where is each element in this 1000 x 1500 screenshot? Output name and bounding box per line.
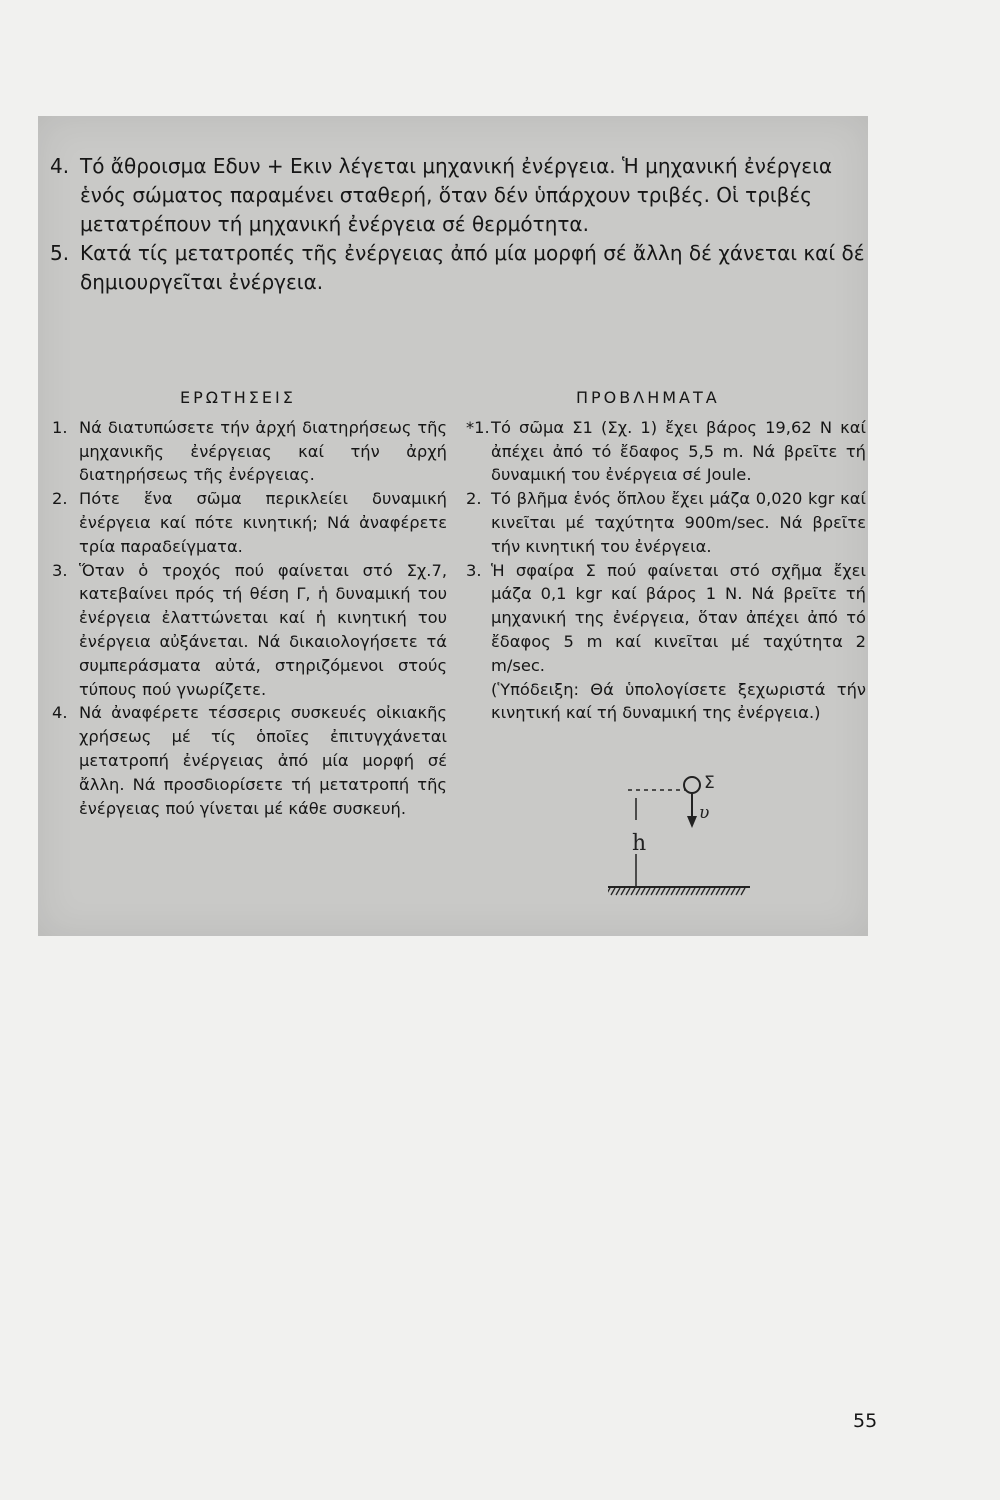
hatch-mark [731, 888, 735, 895]
item-number: 4. [52, 703, 68, 723]
hatch-mark [641, 888, 645, 895]
question-item [52, 416, 447, 487]
problem-item [466, 487, 866, 558]
hatch-mark [636, 888, 640, 895]
item-number: 3. [52, 560, 68, 580]
item-text: Τό βλῆμα ἑνός ὅπλου ἔχει μάζα 0,020 kgr καί κινεῖται μέ ταχύτητα 900m/sec. Νά βρεῖτε τήν κινητική του ἐνέργεια. [491, 489, 866, 556]
hatch-mark [711, 888, 715, 895]
question-item [52, 559, 447, 702]
problem-item [466, 416, 866, 487]
sphere [684, 777, 700, 793]
hatch-mark [608, 888, 610, 895]
item-number: 4. [50, 154, 70, 178]
item-text: Πότε ἕνα σῶμα περικλείει δυναμική ἐνέργεια καί πότε κινητική; Νά ἀναφέρετε τρία παραδείγματα. [79, 489, 447, 556]
hatch-mark [676, 888, 680, 895]
hatch-mark [616, 888, 620, 895]
question-item [52, 701, 447, 820]
sphere-label: Σ [704, 773, 715, 793]
questions-heading: ΕΡΩΤΗΣΕΙΣ [180, 388, 296, 407]
item-number: 2. [466, 489, 482, 509]
velocity-arrowhead [687, 816, 697, 828]
intro-item [50, 239, 865, 297]
hatch-mark [681, 888, 685, 895]
hatch-mark [611, 888, 615, 895]
hatch-mark [726, 888, 730, 895]
intro-section [50, 152, 865, 297]
problem-item [466, 559, 866, 678]
problems-heading: ΠΡΟΒΛΗΜΑΤΑ [576, 388, 720, 407]
item-number: 2. [52, 489, 68, 509]
hatch-mark [686, 888, 690, 895]
hatch-mark [721, 888, 725, 895]
hatch-mark [696, 888, 700, 895]
hatch-mark [671, 888, 675, 895]
intro-item [50, 152, 865, 239]
hatch-mark [706, 888, 710, 895]
questions-column [52, 386, 447, 820]
item-number: 3. [466, 560, 482, 580]
item-number: 1. [52, 417, 68, 437]
item-text: Νά διατυπώσετε τήν ἀρχή διατηρήσεως τῆς μηχανικῆς ἐνέργειας καί τήν ἀρχή διατηρήσεως τῆς ἐνέργειας. [79, 417, 447, 485]
hatch-mark [631, 888, 635, 895]
hatch-mark [661, 888, 665, 895]
item-text: Ὅταν ὁ τροχός πού φαίνεται στό Σχ.7, κατεβαίνει πρός τή θέση Γ, ἡ δυναμική του ἐνέργεια ἐλαττώνεται καί ἡ κινητική του ἐνέργεια αὐξάνεται. Νά δικαιολογήσετε τά συμπεράσματα αὐτά, στηριζόμενοι στούς τύπους πού γνωρίζετε. [79, 560, 447, 699]
hatch-mark [621, 888, 625, 895]
hatch-mark [626, 888, 630, 895]
ground-hatching [608, 888, 745, 895]
item-text: Κατά τίς μετατροπές τῆς ἐνέργειας ἀπό μία μορφή σέ ἄλλη δέ χάνεται καί δέ δημιουργεῖται ἐνέργεια. [80, 241, 865, 294]
hatch-mark [701, 888, 705, 895]
sphere-height-figure [608, 772, 758, 897]
height-label: h [632, 831, 647, 856]
hatch-mark [646, 888, 650, 895]
hatch-mark [656, 888, 660, 895]
item-text: Νά ἀναφέρετε τέσσερις συσκευές οἰκιακῆς χρήσεως μέ τίς ὁποῖες ἐπιτυγχάνεται μετατροπή ἐνέργειας ἀπό μία μορφή σέ ἄλλη. Νά προσδιορίσετε τή μετατροπή τῆς ἐνέργειας πού γίνεται μέ κάθε συσκευή. [79, 703, 447, 818]
hatch-mark [666, 888, 670, 895]
hatch-mark [741, 888, 745, 895]
hatch-mark [736, 888, 740, 895]
hatch-mark [716, 888, 720, 895]
problem-hint: (Ὑπόδειξη: Θά ὑπολογίσετε ξεχωριστά τήν κινητική καί τή δυναμική της ἐνέργεια.) [491, 679, 866, 723]
problems-column [466, 386, 866, 725]
item-text: Τό σῶμα Σ1 (Σχ. 1) ἔχει βάρος 19,62 Ν καί ἀπέχει ἀπό τό ἔδαφος 5,5 m. Νά βρεῖτε τή δυναμική του ἐνέργεια σέ Joule. [491, 417, 866, 485]
velocity-label: υ [699, 803, 710, 823]
question-item [52, 487, 447, 558]
item-number: 5. [50, 241, 70, 265]
item-text: Ἡ σφαίρα Σ πού φαίνεται στό σχῆμα ἔχει μάζα 0,1 kgr καί βάρος 1 Ν. Νά βρεῖτε τή μηχανική της ἐνέργεια, ὅταν ἀπέχει ἀπό τό ἔδαφος 5 m καί κινεῖται μέ ταχύτητα 2 m/sec. [491, 560, 866, 675]
item-text: Τό ἄθροισμα Εδυν + Εκιν λέγεται μηχανική ἐνέργεια. Ἡ μηχανική ἐνέργεια ἑνός σώματος παραμένει σταθερή, ὅταν δέν ὑπάρχουν τριβές. Οἱ τριβές μετατρέπουν τή μηχανική ἐνέργεια σέ θερμότητα. [80, 154, 833, 236]
page-number: 55 [853, 1410, 878, 1432]
item-number: *1. [466, 417, 490, 437]
hatch-mark [651, 888, 655, 895]
hatch-mark [691, 888, 695, 895]
